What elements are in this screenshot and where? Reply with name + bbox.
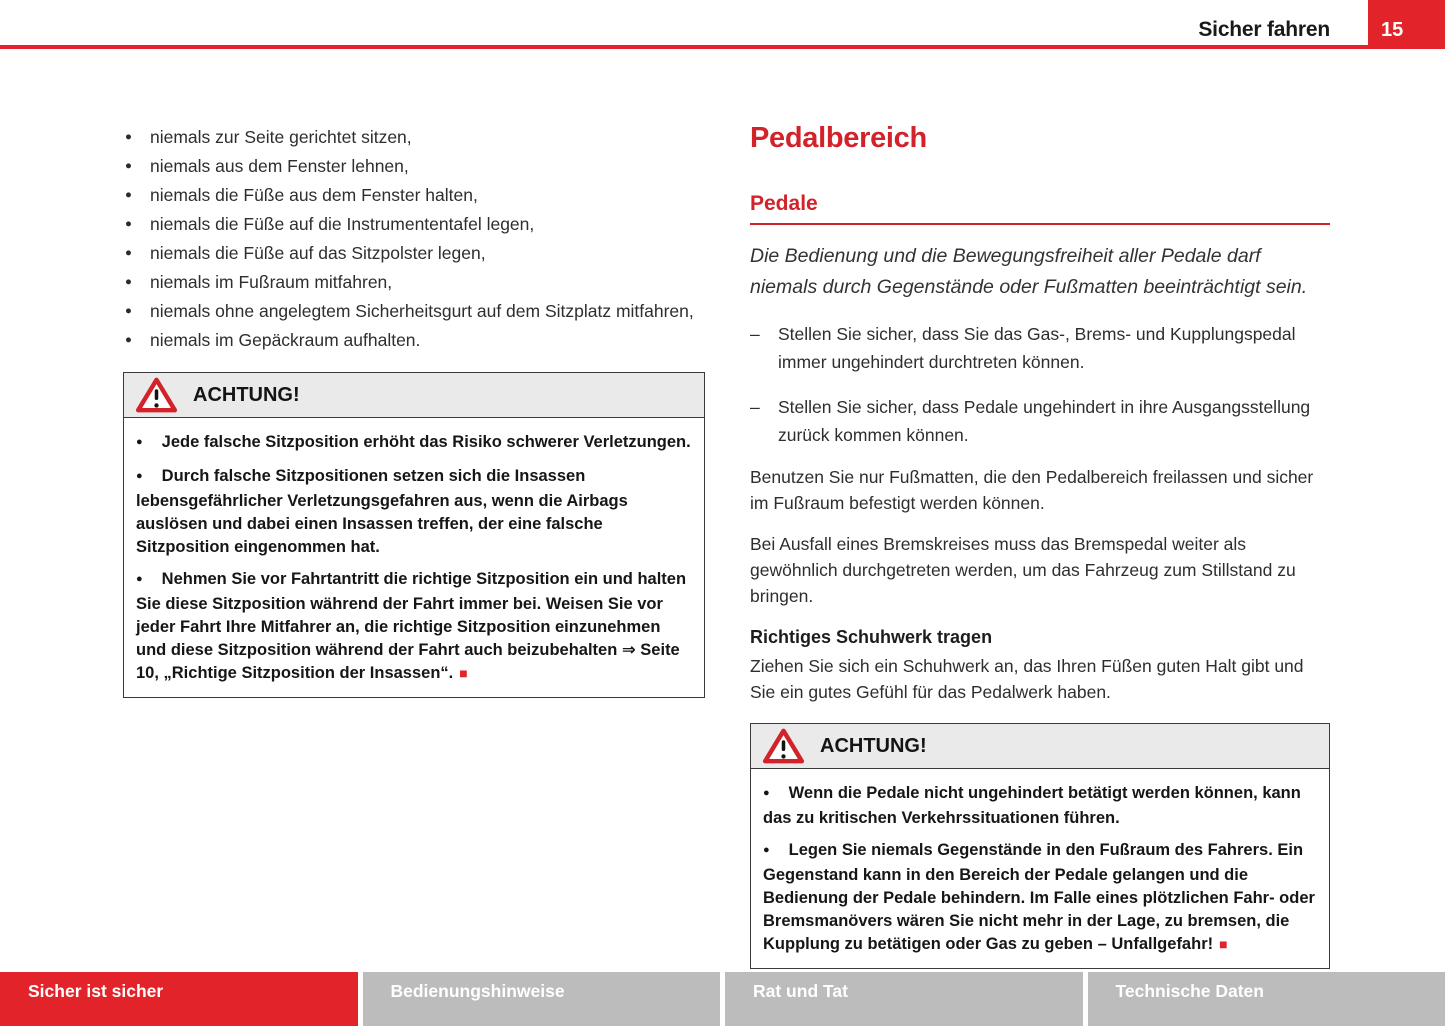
dash-item-text: Stellen Sie sicher, dass Pedale ungehindert in ihre Ausgangsstellung zurück kommen können. <box>778 397 1311 445</box>
list-item: ● niemals im Fußraum mitfahren, <box>125 268 705 297</box>
page-number: 15 <box>1381 19 1404 41</box>
warning-box-pedals <box>750 723 1330 969</box>
warning-title: ACHTUNG! <box>193 383 300 406</box>
body-paragraph: Benutzen Sie nur Fußmatten, die den Pedalbereich freilassen und sicher im Fußraum befestigt werden können. <box>750 467 1314 513</box>
right-column <box>750 120 1330 969</box>
warning-item: ● Nehmen Sie vor Fahrtantritt die richtige Sitzposition ein und halten Sie diese Sitzposition während der Fahrt immer bei. Weisen Sie vor jeder Fahrt Ihre Mitfahrer an, die richtige Sitzposition einzunehmen und diese Sitzposition während der Fahrt auch beizubehalten ⇒ Seite 10, „Richtige Sitzposition der Insassen“. ■ <box>136 568 691 685</box>
lead-paragraph: Die Bedienung und die Bewegungsfreiheit aller Pedale darf niemals durch Gegenstände oder Fußmatten beeinträchtigt sein. <box>750 245 1308 298</box>
dash-marker: – <box>750 324 760 344</box>
seating-rules-list <box>123 123 705 355</box>
list-item: ● niemals die Füße auf das Sitzpolster legen, <box>125 239 705 268</box>
footer-tab-bedienungshinweise[interactable]: Bedienungshinweise <box>363 972 721 1026</box>
sub-heading: Richtiges Schuhwerk tragen <box>750 627 993 647</box>
warning-box-seating <box>123 372 705 698</box>
warning-box-body <box>124 418 704 697</box>
warning-box-header <box>124 373 704 418</box>
section-heading: Pedale <box>750 192 1330 225</box>
warning-box-body <box>751 769 1329 968</box>
warning-triangle-icon <box>762 727 805 765</box>
warning-item: ● Wenn die Pedale nicht ungehindert betätigt werden können, kann das zu kritischen Verkehrssituationen führen. <box>763 782 1316 830</box>
page-number-badge <box>1368 0 1445 49</box>
warning-item: ● Legen Sie niemals Gegenstände in den Fußraum des Fahrers. Ein Gegenstand kann in den Bereich der Pedale gelangen und die Bedienung der Pedale behindern. Im Falle eines plötzlichen Fahr- oder Bremsmanövers wären Sie nicht mehr in der Lage, zu bremsen, die Kupplung zu betätigen oder Gas zu geben – Unfallgefahr! ■ <box>763 839 1316 956</box>
warning-box-header <box>751 724 1329 769</box>
dash-marker: – <box>750 397 760 417</box>
list-item: ● niemals zur Seite gerichtet sitzen, <box>125 123 705 152</box>
footer-tab-rat-und-tat[interactable]: Rat und Tat <box>725 972 1083 1026</box>
list-item: ● niemals ohne angelegtem Sicherheitsgurt auf dem Sitzplatz mitfahren, <box>125 297 705 326</box>
dash-item-text: Stellen Sie sicher, dass Sie das Gas-, Brems- und Kupplungspedal immer ungehindert durchtreten können. <box>778 324 1296 372</box>
list-item: ● niemals aus dem Fenster lehnen, <box>125 152 705 181</box>
header-divider-rule <box>0 45 1445 49</box>
left-column <box>123 123 705 698</box>
footer-tab-bar <box>0 972 1445 1026</box>
dash-list-item <box>750 393 1330 449</box>
chapter-title: Pedalbereich <box>750 122 927 154</box>
warning-item: ● Jede falsche Sitzposition erhöht das Risiko schwerer Verletzungen. <box>136 431 691 456</box>
footer-tab-sicher-ist-sicher[interactable]: Sicher ist sicher <box>0 972 358 1026</box>
body-paragraph: Ziehen Sie sich ein Schuhwerk an, das Ihren Füßen guten Halt gibt und Sie ein gutes Gefühl für das Pedalwerk haben. <box>750 656 1304 702</box>
list-item: ● niemals im Gepäckraum aufhalten. <box>125 326 705 355</box>
section-end-marker: ■ <box>1219 936 1228 952</box>
section-title: Sicher fahren <box>1198 18 1330 41</box>
body-paragraph: Bei Ausfall eines Bremskreises muss das Bremspedal weiter als gewöhnlich durchgetreten werden, um das Fahrzeug zum Stillstand zu bringen. <box>750 534 1296 606</box>
dash-list-item <box>750 320 1330 376</box>
warning-item: ● Durch falsche Sitzpositionen setzen sich die Insassen lebensgefährlicher Verletzungsgefahren aus, wenn die Airbags auslösen und dabei einen Insassen treffen, der eine falsche Sitzposition eingenommen hat. <box>136 465 691 559</box>
warning-title: ACHTUNG! <box>820 734 927 757</box>
list-item: ● niemals die Füße aus dem Fenster halten, <box>125 181 705 210</box>
section-end-marker: ■ <box>459 665 468 681</box>
warning-triangle-icon <box>135 376 178 414</box>
footer-tab-technische-daten[interactable]: Technische Daten <box>1088 972 1445 1026</box>
list-item: ● niemals die Füße auf die Instrumententafel legen, <box>125 210 705 239</box>
